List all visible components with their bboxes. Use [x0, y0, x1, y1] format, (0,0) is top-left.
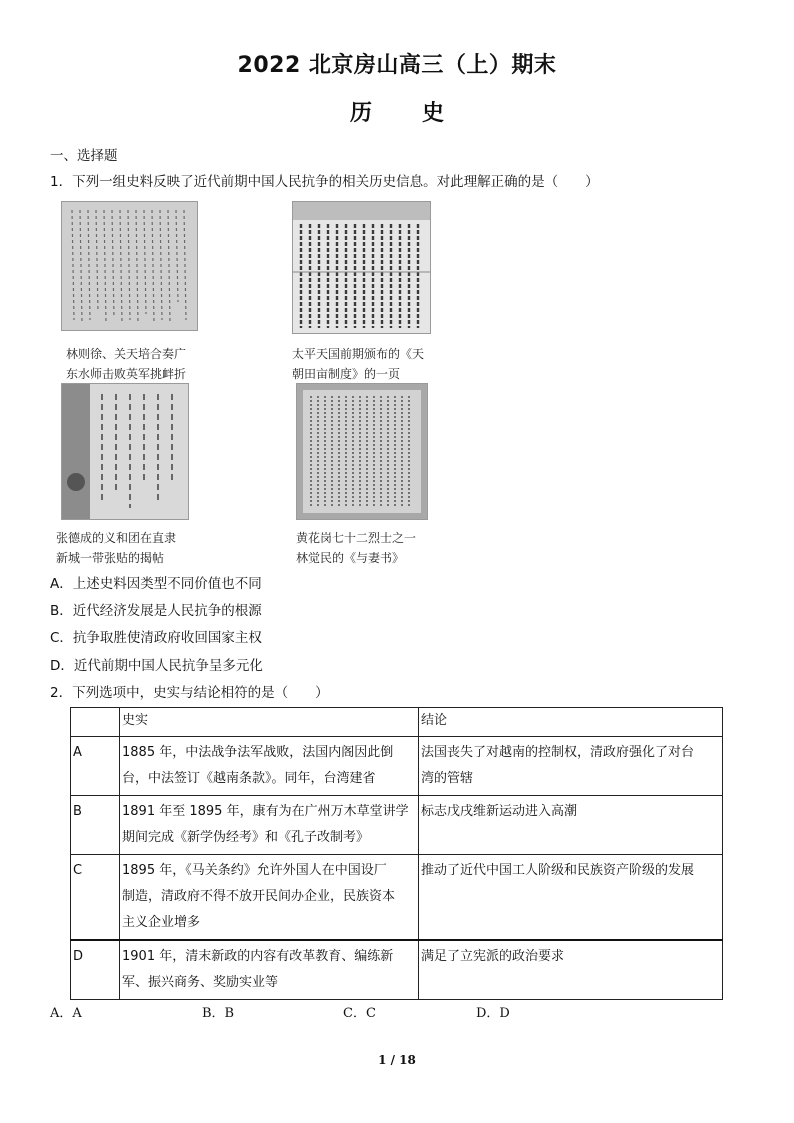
row-label: C	[71, 855, 120, 941]
question-2-choice-d[interactable]: D．D	[476, 1006, 510, 1021]
question-1-option-d[interactable]: D．近代前期中国人民抗争呈多元化	[50, 658, 263, 674]
conclusion-cell: 标志戊戌维新运动进入高潮	[419, 796, 723, 855]
table-header-row	[71, 708, 723, 737]
conclusion-cell: 推动了近代中国工人阶级和民族资产阶级的发展	[419, 855, 723, 941]
subject-char-2: 史	[422, 101, 445, 126]
subject-char-1: 历	[349, 101, 372, 126]
question-1-option-a[interactable]: A．上述史料因类型不同价值也不同	[50, 576, 262, 592]
question-2-choice-a[interactable]: A．A	[50, 1006, 82, 1021]
conclusion-cell: 法国丧失了对越南的控制权，清政府强化了对台 湾的管辖	[419, 737, 723, 796]
fact-cell: 1895 年，《马关条约》允许外国人在中国设厂 制造，清政府不得不放开民间办企业，民族资本 主义企业增多	[120, 855, 419, 941]
page-number: 1 / 18	[378, 1053, 416, 1067]
history-table	[70, 707, 723, 1000]
memorial-scan-image	[61, 201, 198, 331]
fact-cell: 1891 年至 1895 年，康有为在广州万木草堂讲学 期间完成《新学伪经考》和《孔子改制考》	[120, 796, 419, 855]
question-1-option-c[interactable]: C．抗争取胜使清政府收回国家主权	[50, 630, 262, 646]
fact-cell: 1885 年，中法战争法军战败，法国内阁因此倒 台，中法签订《越南条款》。同年，台湾建省	[120, 737, 419, 796]
table-row	[71, 796, 723, 855]
figure-caption: 林则徐、关天培合奏广 东水师击败英军挑衅折	[66, 347, 187, 381]
figure-caption: 张德成的义和团在直隶 新城一带张贴的揭帖	[56, 531, 177, 565]
fact-cell: 1901 年，清末新政的内容有改革教育、编练新 军、振兴商务、奖励实业等	[120, 940, 419, 1000]
question-1-stem: 1．下列一组史料反映了近代前期中国人民抗争的相关历史信息。对此理解正确的是（ ）	[50, 174, 599, 190]
page-title: 2022 北京房山高三（上）期末	[237, 53, 557, 78]
section-heading: 一、选择题	[50, 148, 118, 164]
subject-title	[0, 96, 794, 127]
question-2-choice-c[interactable]: C．C	[343, 1006, 376, 1021]
table-row	[71, 940, 723, 1000]
row-label: A	[71, 737, 120, 796]
row-label: B	[71, 796, 120, 855]
question-2-stem: 2．下列选项中，史实与结论相符的是（ ）	[50, 685, 329, 701]
question-1-option-b[interactable]: B．近代经济发展是人民抗争的根源	[50, 603, 262, 619]
table-header-cell: 史实	[120, 708, 419, 737]
table-header-cell	[71, 708, 120, 737]
tianchao-scan-image	[292, 201, 431, 334]
poster-scan-image	[61, 383, 189, 520]
figure-caption: 黄花岗七十二烈士之一 林觉民的《与妻书》	[296, 531, 417, 565]
letter-scan-image	[296, 383, 428, 520]
question-2-choice-b[interactable]: B．B	[202, 1006, 235, 1021]
conclusion-cell: 满足了立宪派的政治要求	[419, 940, 723, 1000]
table-row	[71, 737, 723, 796]
figure-caption: 太平天国前期颁布的《天 朝田亩制度》的一页	[292, 347, 425, 381]
row-label: D	[71, 940, 120, 1000]
table-header-cell: 结论	[419, 708, 723, 737]
table-row	[71, 855, 723, 941]
